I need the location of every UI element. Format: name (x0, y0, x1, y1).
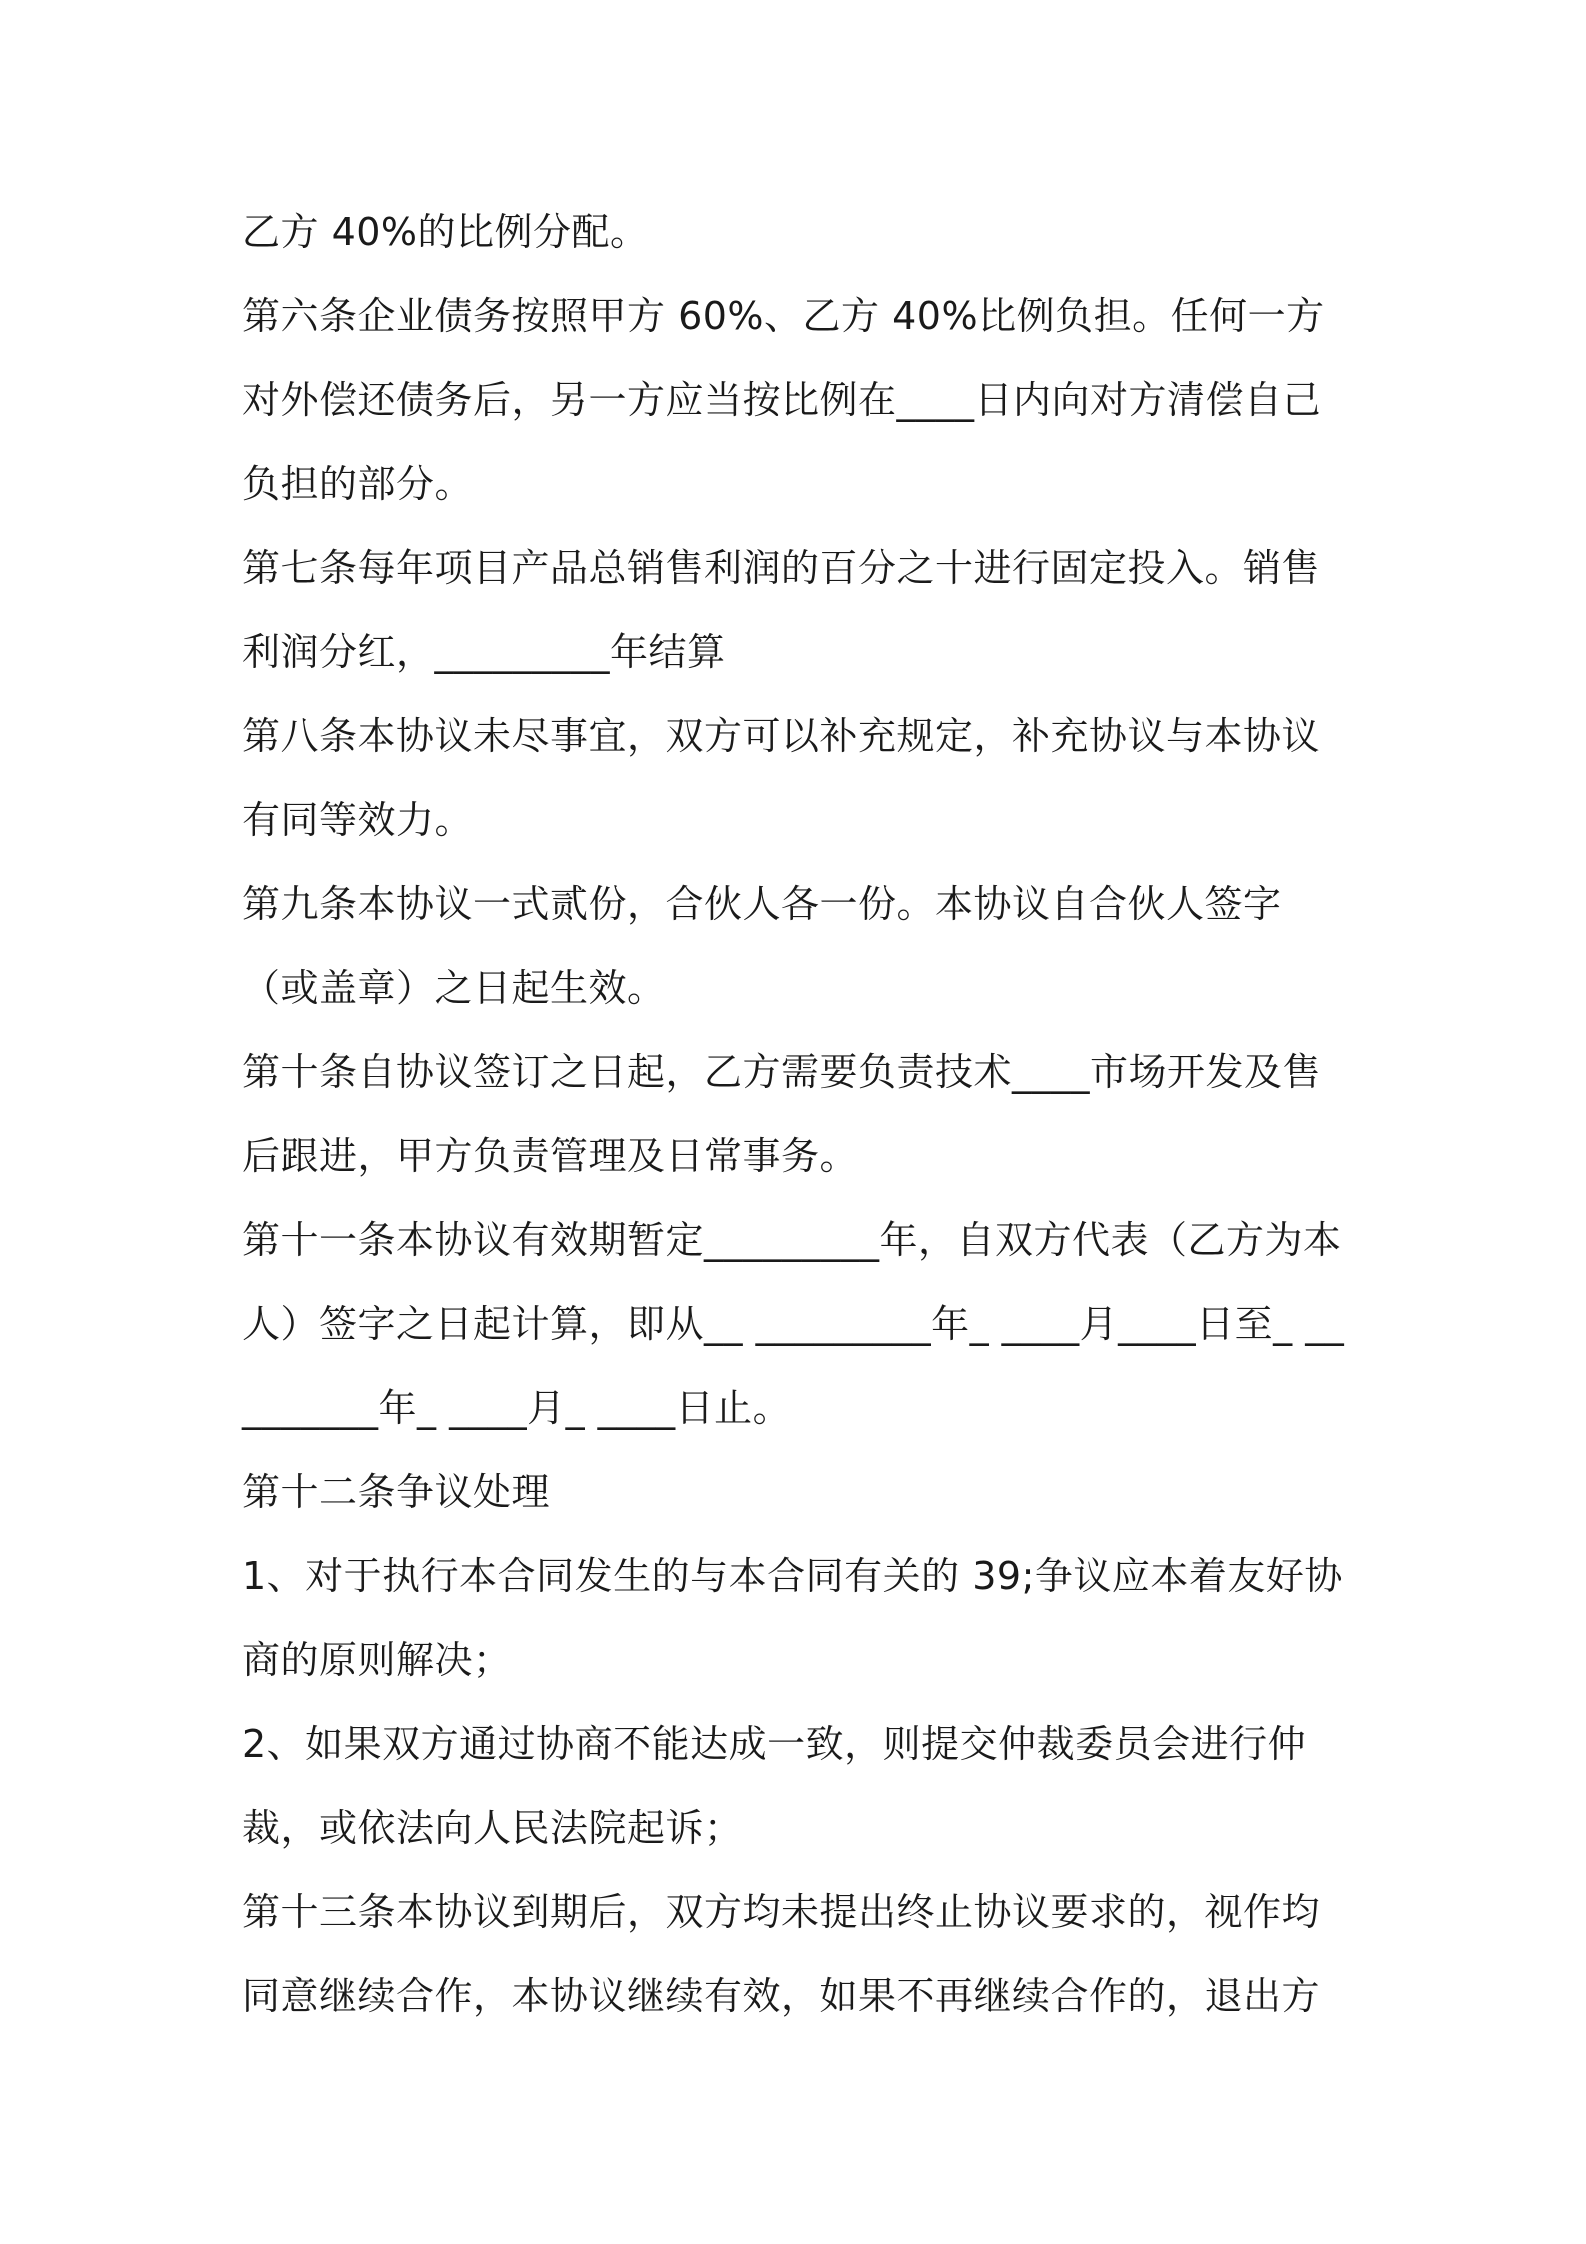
paragraph-article-8: 第八条本协议未尽事宜，双方可以补充规定，补充协议与本协议有同等效力。 (242, 714, 1321, 842)
paragraph-article-7: 第七条每年项目产品总销售利润的百分之十进行固定投入。销售利润分红，_________年结算 (242, 546, 1321, 674)
paragraph-profit-ratio: 乙方 40%的比例分配。 (242, 210, 649, 254)
paragraph-article-6: 第六条企业债务按照甲方 60%、乙方 40%比例负担。任何一方对外偿还债务后，另一方应当按比例在____日内向对方清偿自己负担的部分。 (242, 294, 1325, 506)
paragraph-article-9: 第九条本协议一式贰份，合伙人各一份。本协议自合伙人签字（或盖章）之日起生效。 (242, 882, 1282, 1010)
paragraph-article-12-item-1: 1、对于执行本合同发生的与本合同有关的 39;争议应本着友好协商的原则解决； (242, 1554, 1343, 1682)
paragraph-article-10: 第十条自协议签订之日起，乙方需要负责技术____市场开发及售后跟进，甲方负责管理及日常事务。 (242, 1050, 1322, 1178)
paragraph-article-12-heading: 第十二条争议处理 (242, 1470, 551, 1514)
document-body (242, 190, 1354, 2038)
paragraph-article-11: 第十一条本协议有效期暂定_________年，自双方代表（乙方为本人）签字之日起计算，即从__ _________年_ ____月____日至_ _________年_ ____月_ ____日止。 (242, 1218, 1345, 1430)
paragraph-article-13: 第十三条本协议到期后，双方均未提出终止协议要求的，视作均同意继续合作，本协议继续有效，如果不再继续合作的，退出方 (242, 1890, 1321, 2018)
paragraph-article-12-item-2: 2、如果双方通过协商不能达成一致，则提交仲裁委员会进行仲裁，或依法向人民法院起诉； (242, 1722, 1307, 1850)
